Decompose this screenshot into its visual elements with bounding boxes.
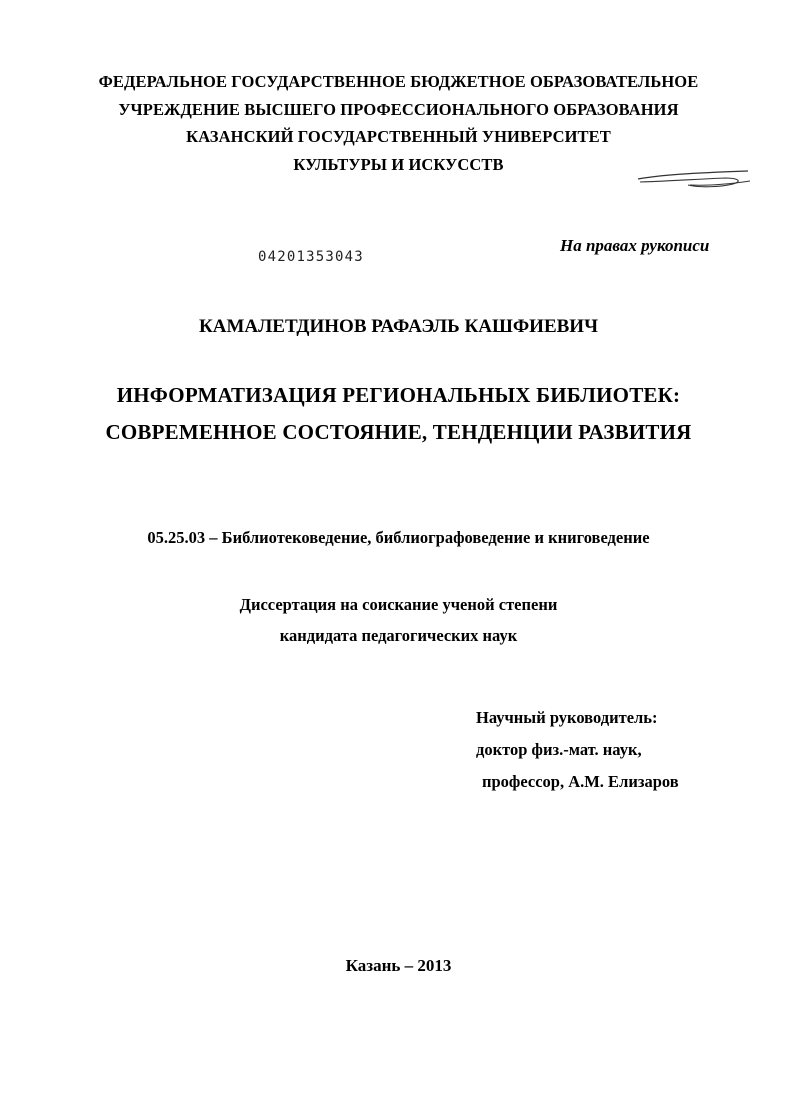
serial-number: 04201353043 (258, 249, 364, 265)
supervisor-line: профессор, А.М. Елизаров (482, 772, 679, 791)
institution-line: КАЗАНСКИЙ ГОСУДАРСТВЕННЫЙ УНИВЕРСИТЕТ (186, 127, 611, 146)
specialty-code: 05.25.03 – Библиотековедение, библиографоведение и книговедение (147, 528, 650, 547)
institution-line: КУЛЬТУРЫ И ИСКУССТВ (293, 155, 504, 174)
institution-line: ФЕДЕРАЛЬНОЕ ГОСУДАРСТВЕННОЕ БЮДЖЕТНОЕ ОБРАЗОВАТЕЛЬНОЕ (98, 72, 699, 91)
author-name: КАМАЛЕТДИНОВ РАФАЭЛЬ КАШФИЕВИЧ (198, 316, 599, 337)
supervisor-line: Научный руководитель: (476, 708, 658, 727)
degree-line: Диссертация на соискание ученой степени (239, 595, 558, 614)
title-line: ИНФОРМАТИЗАЦИЯ РЕГИОНАЛЬНЫХ БИБЛИОТЕК: (116, 383, 681, 407)
signature-mark (630, 165, 755, 195)
supervisor-line: доктор физ.-мат. наук, (476, 740, 642, 759)
institution-line: УЧРЕЖДЕНИЕ ВЫСШЕГО ПРОФЕССИОНАЛЬНОГО ОБРАЗОВАНИЯ (118, 100, 679, 119)
title-line: СОВРЕМЕННОЕ СОСТОЯНИЕ, ТЕНДЕНЦИИ РАЗВИТИЯ (105, 420, 692, 444)
city-year: Казань – 2013 (345, 956, 452, 975)
degree-line: кандидата педагогических наук (279, 626, 518, 645)
manuscript-note: На правах рукописи (560, 236, 710, 255)
